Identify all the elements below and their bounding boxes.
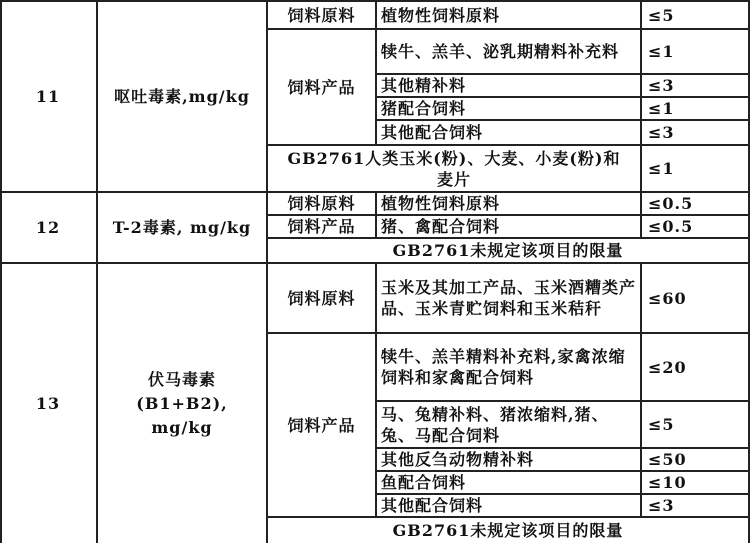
- product-label: 其他精补料: [381, 76, 467, 95]
- limit-value: ≤0.5: [648, 217, 694, 236]
- row-number: 11: [35, 87, 61, 106]
- limit-value: ≤3: [648, 76, 675, 95]
- category-label: 饲料产品: [287, 217, 356, 236]
- limit-value: ≤20: [648, 357, 687, 377]
- product-label: 植物性饲料原料: [381, 5, 501, 25]
- product-label: 犊牛、羔羊精料补充料,家禽浓缩饲料和家禽配合饲料: [381, 347, 626, 387]
- mycotoxin-name: T-2毒素, mg/kg: [112, 218, 252, 237]
- product-label: 猪、禽配合饲料: [381, 217, 501, 236]
- limit-value: ≤1: [648, 159, 675, 178]
- limit-value: ≤3: [648, 123, 675, 142]
- mycotoxin-name-line: mg/kg: [151, 417, 213, 437]
- product-label: 其他配合饲料: [381, 496, 484, 515]
- row-number: 13: [35, 394, 61, 413]
- no-limit-note: GB2761未规定该项目的限量: [392, 521, 624, 540]
- product-label: 植物性饲料原料: [381, 194, 501, 213]
- limit-value: ≤60: [648, 288, 687, 308]
- limit-value: ≤5: [648, 415, 675, 434]
- mycotoxin-name: [98, 264, 266, 543]
- limit-value: ≤10: [648, 473, 687, 492]
- category-label: 饲料产品: [287, 77, 356, 97]
- mycotoxin-name: 呕吐毒素,mg/kg: [114, 87, 250, 106]
- limit-value: ≤1: [648, 42, 675, 61]
- product-label: 其他反刍动物精补料: [381, 450, 535, 469]
- limit-value: ≤1: [648, 99, 675, 118]
- category-label: 饲料原料: [287, 5, 356, 25]
- category-label: 饲料产品: [287, 415, 356, 435]
- category-label: 饲料原料: [287, 194, 356, 213]
- product-label: 玉米及其加工产品、玉米酒糟类产品、玉米青贮饲料和玉米秸秆: [381, 278, 637, 318]
- limit-value: ≤50: [648, 450, 687, 469]
- category-label: 饲料原料: [287, 288, 356, 308]
- row-number: 12: [35, 218, 61, 237]
- food-standard-reference: GB2761人类玉米(粉)、大麦、小麦(粉)和麦片: [287, 148, 621, 189]
- mycotoxin-name-line: 伏马毒素: [147, 369, 216, 389]
- limit-value: ≤3: [648, 496, 675, 515]
- product-label: 马、兔精补料、猪浓缩料,猪、兔、马配合饲料: [381, 404, 609, 445]
- no-limit-note: GB2761未规定该项目的限量: [392, 241, 624, 260]
- limit-value: ≤5: [648, 5, 675, 25]
- product-label: 鱼配合饲料: [381, 473, 467, 492]
- mycotoxin-name-line: (B1+B2),: [136, 393, 228, 413]
- limit-value: ≤0.5: [648, 194, 694, 213]
- product-label: 犊牛、羔羊、泌乳期精料补充料: [381, 42, 620, 61]
- product-label: 其他配合饲料: [381, 123, 484, 142]
- product-label: 猪配合饲料: [381, 99, 467, 118]
